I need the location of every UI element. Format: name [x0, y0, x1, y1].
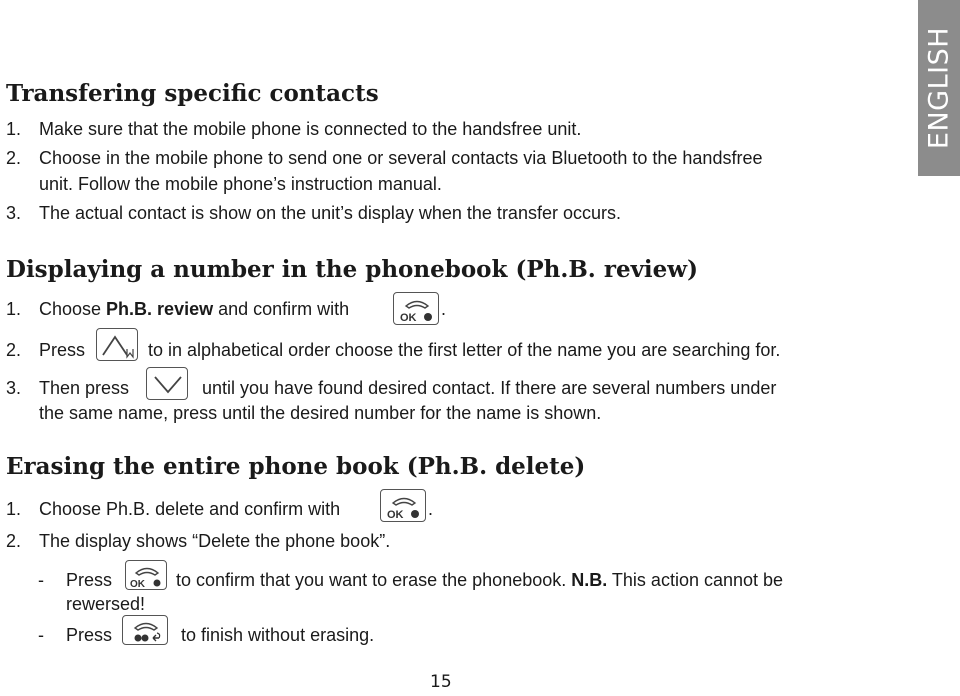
dash-item-text: to finish without erasing. [181, 625, 375, 645]
section-heading-delete: Erasing the entire phone book (Ph.B. delete) [6, 453, 586, 480]
svg-text:OK: OK [130, 579, 145, 590]
ok-call-key-icon [393, 292, 439, 325]
up-arrow-key-icon [96, 328, 138, 361]
ok-call-key-icon [125, 560, 167, 590]
cancel-hangup-key-icon [122, 615, 168, 645]
section-heading-transfer: Transfering specific contacts [6, 80, 379, 107]
svg-text:OK: OK [400, 312, 417, 324]
list-item-end: . [428, 499, 434, 519]
section-heading-review: Displaying a number in the phonebook (Ph.B. review) [6, 256, 698, 283]
ok-call-key-icon [380, 489, 426, 522]
language-tab-label: ENGLISH [923, 26, 955, 150]
page-number: 15 [430, 672, 452, 692]
list-item-text: to in alphabetical order choose the first letter of the name you are searching for. [148, 340, 781, 360]
language-tab [918, 0, 960, 176]
list-item-text: until you have found desired contact. If there are several numbers under [202, 378, 777, 398]
down-arrow-key-icon [146, 367, 188, 400]
dash-item-text: to confirm that you want to erase the phonebook. N.B. This action cannot be [176, 570, 784, 590]
svg-text:OK: OK [387, 509, 404, 521]
list-item-end: . [441, 299, 447, 319]
